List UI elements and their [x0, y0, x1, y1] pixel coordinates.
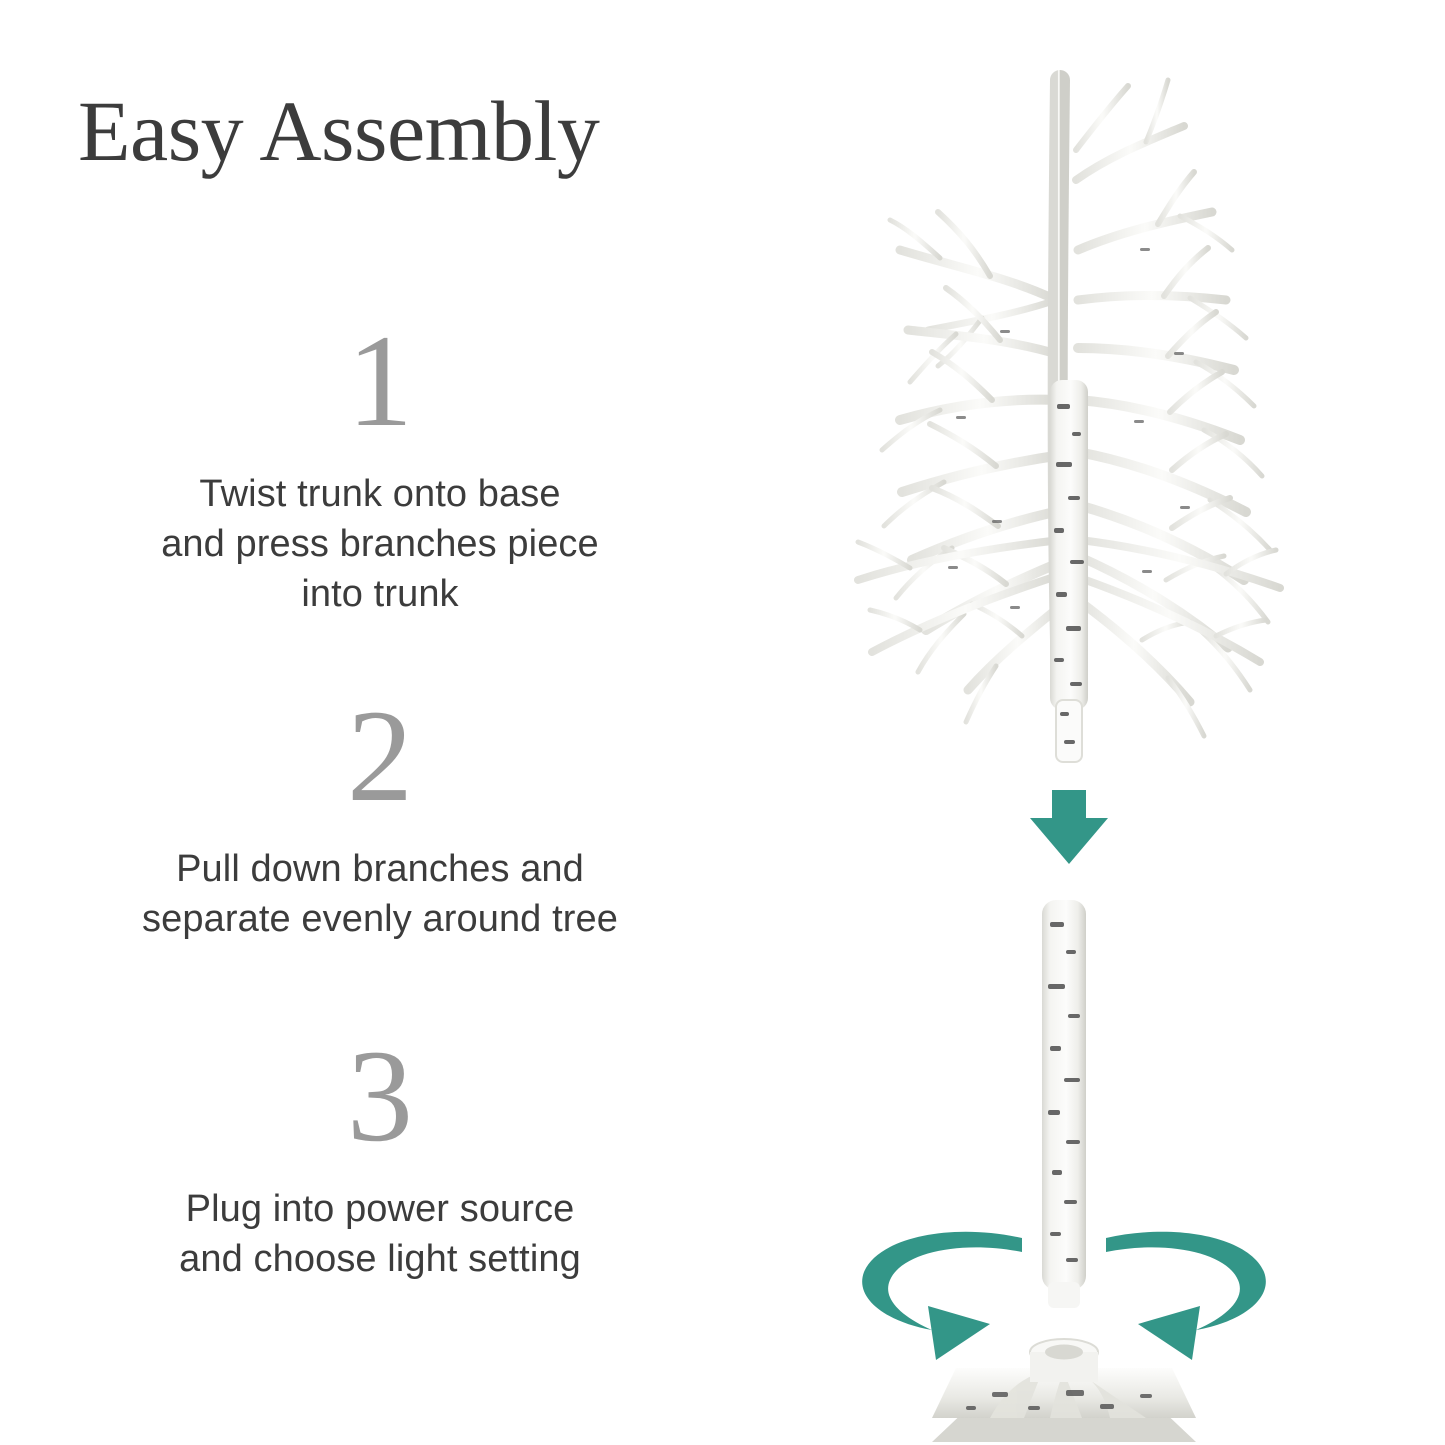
step-1: [0, 307, 760, 619]
page-title: Easy Assembly: [78, 83, 600, 179]
step-3-line-2: and choose light setting: [179, 1238, 581, 1281]
step-1-number: 1: [347, 307, 413, 454]
branch-assembly-with-trunk-top: [858, 80, 1280, 762]
step-2-line-2: separate evenly around tree: [142, 898, 618, 941]
step-1-text: [0, 469, 760, 619]
step-3-line-1: Plug into power source: [185, 1188, 575, 1230]
twist-arrow-left: [862, 1232, 1022, 1360]
illustration-column: [760, 0, 1445, 1445]
step-2: [0, 682, 760, 944]
step-2-line-1: Pull down branches and: [176, 848, 584, 890]
twist-arrow-right: [1106, 1232, 1266, 1360]
step-2-text: [0, 844, 760, 944]
step-2-number: 2: [347, 682, 413, 829]
step-3: [0, 1022, 760, 1284]
down-arrow: [1030, 790, 1108, 864]
step-3-text: [0, 1184, 760, 1284]
lower-trunk-pole: [1042, 900, 1086, 1308]
step-1-line-3: into trunk: [301, 573, 459, 616]
trunk-connector-tip: [1056, 700, 1082, 762]
tree-base-stand: [932, 1339, 1196, 1442]
tree-assembly-illustration: [760, 0, 1445, 1445]
branch-twigs-left: [858, 90, 1068, 722]
branch-twigs-right: [1076, 80, 1280, 736]
step-1-line-2: and press branches piece: [161, 523, 599, 566]
step-3-number: 3: [347, 1022, 413, 1169]
step-1-line-1: Twist trunk onto base: [199, 473, 561, 515]
